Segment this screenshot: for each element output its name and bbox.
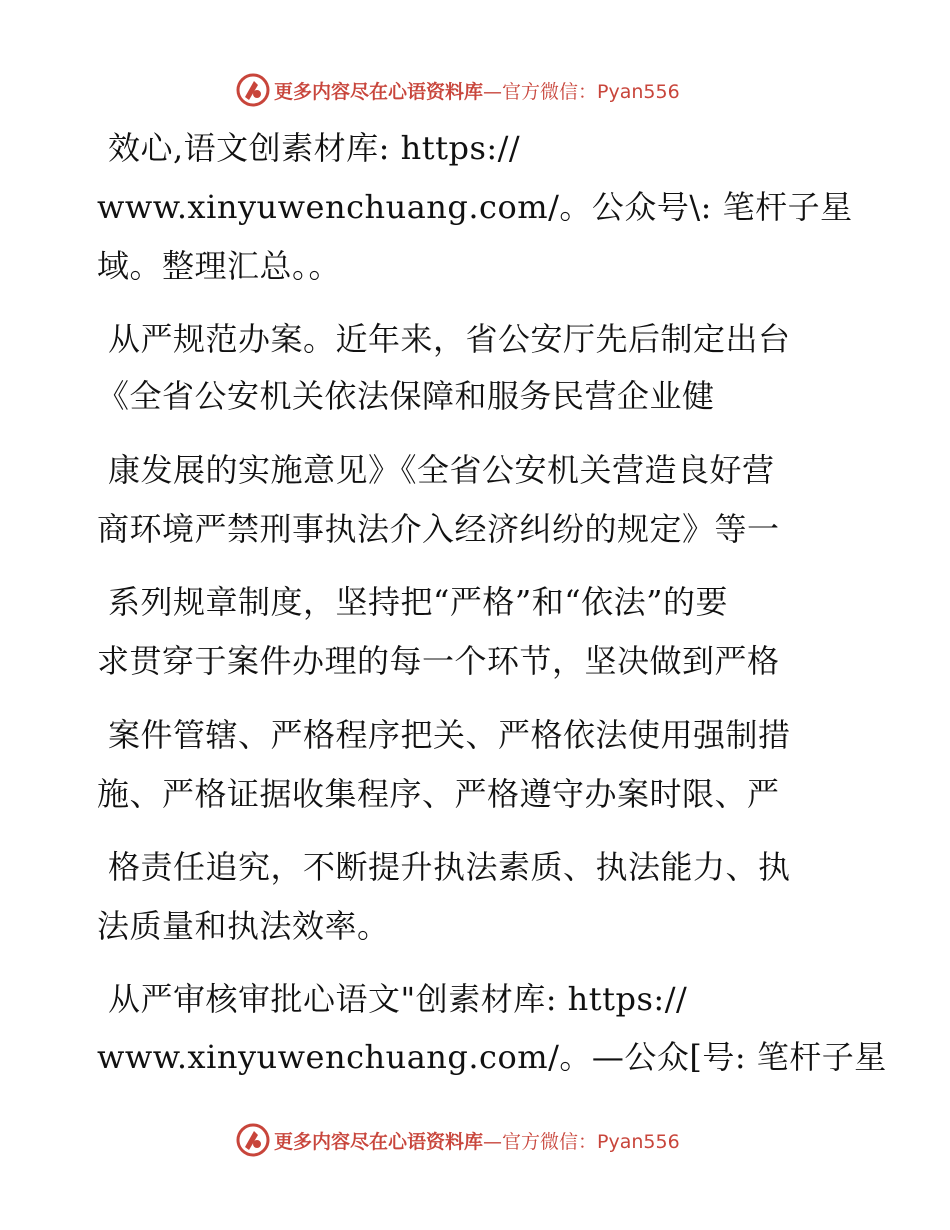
text-line: 系列规章制度，坚持把“严格”和“依法”的要 <box>108 583 728 621</box>
text-line: 效心,语文创素材库: https:// <box>108 129 521 167</box>
text-line: 法质量和执法效率。 <box>97 907 390 945</box>
watermark-sub-text: —官方微信：Pyan556 <box>483 1130 680 1153</box>
text-line: 从严审核审批心语文"创素材库: https:// <box>108 980 688 1018</box>
text-line: 案件管辖、严格程序把关、严格依法使用强制措 <box>108 716 791 754</box>
text-line: 施、严格证据收集程序、严格遵守办案时限、严 <box>97 775 780 813</box>
watermark-sub-text: —官方微信：Pyan556 <box>483 80 680 103</box>
watermark-main-text: 更多内容尽在心语资料库 <box>274 1130 484 1153</box>
text-line: www.xinyuwenchuang.com/。—公众[号: 笔杆子星 <box>97 1038 887 1076</box>
text-line: 商环境严禁刑事执法介入经济纠纷的规定》等一 <box>97 510 780 548</box>
text-line: www.xinyuwenchuang.com/。公众号\: 笔杆子星 <box>97 188 853 226</box>
text-line: 《全省公安机关依法保障和服务民营企业健 <box>97 377 715 415</box>
text-line: 格责任追究，不断提升执法素质、执法能力、执 <box>108 848 791 886</box>
text-line: 域。整理汇总。。 <box>97 247 342 285</box>
watermark-main-text: 更多内容尽在心语资料库 <box>274 80 484 103</box>
text-line: 康发展的实施意见》《全省公安机关营造良好营 <box>108 451 775 489</box>
text-line: 求贯穿于案件办理的每一个环节，坚决做到严格 <box>97 642 780 680</box>
text-line: 从严规范办案。近年来，省公安厅先后制定出台 <box>108 320 791 358</box>
footer-watermark <box>236 1122 680 1158</box>
logo-icon <box>236 1123 270 1157</box>
